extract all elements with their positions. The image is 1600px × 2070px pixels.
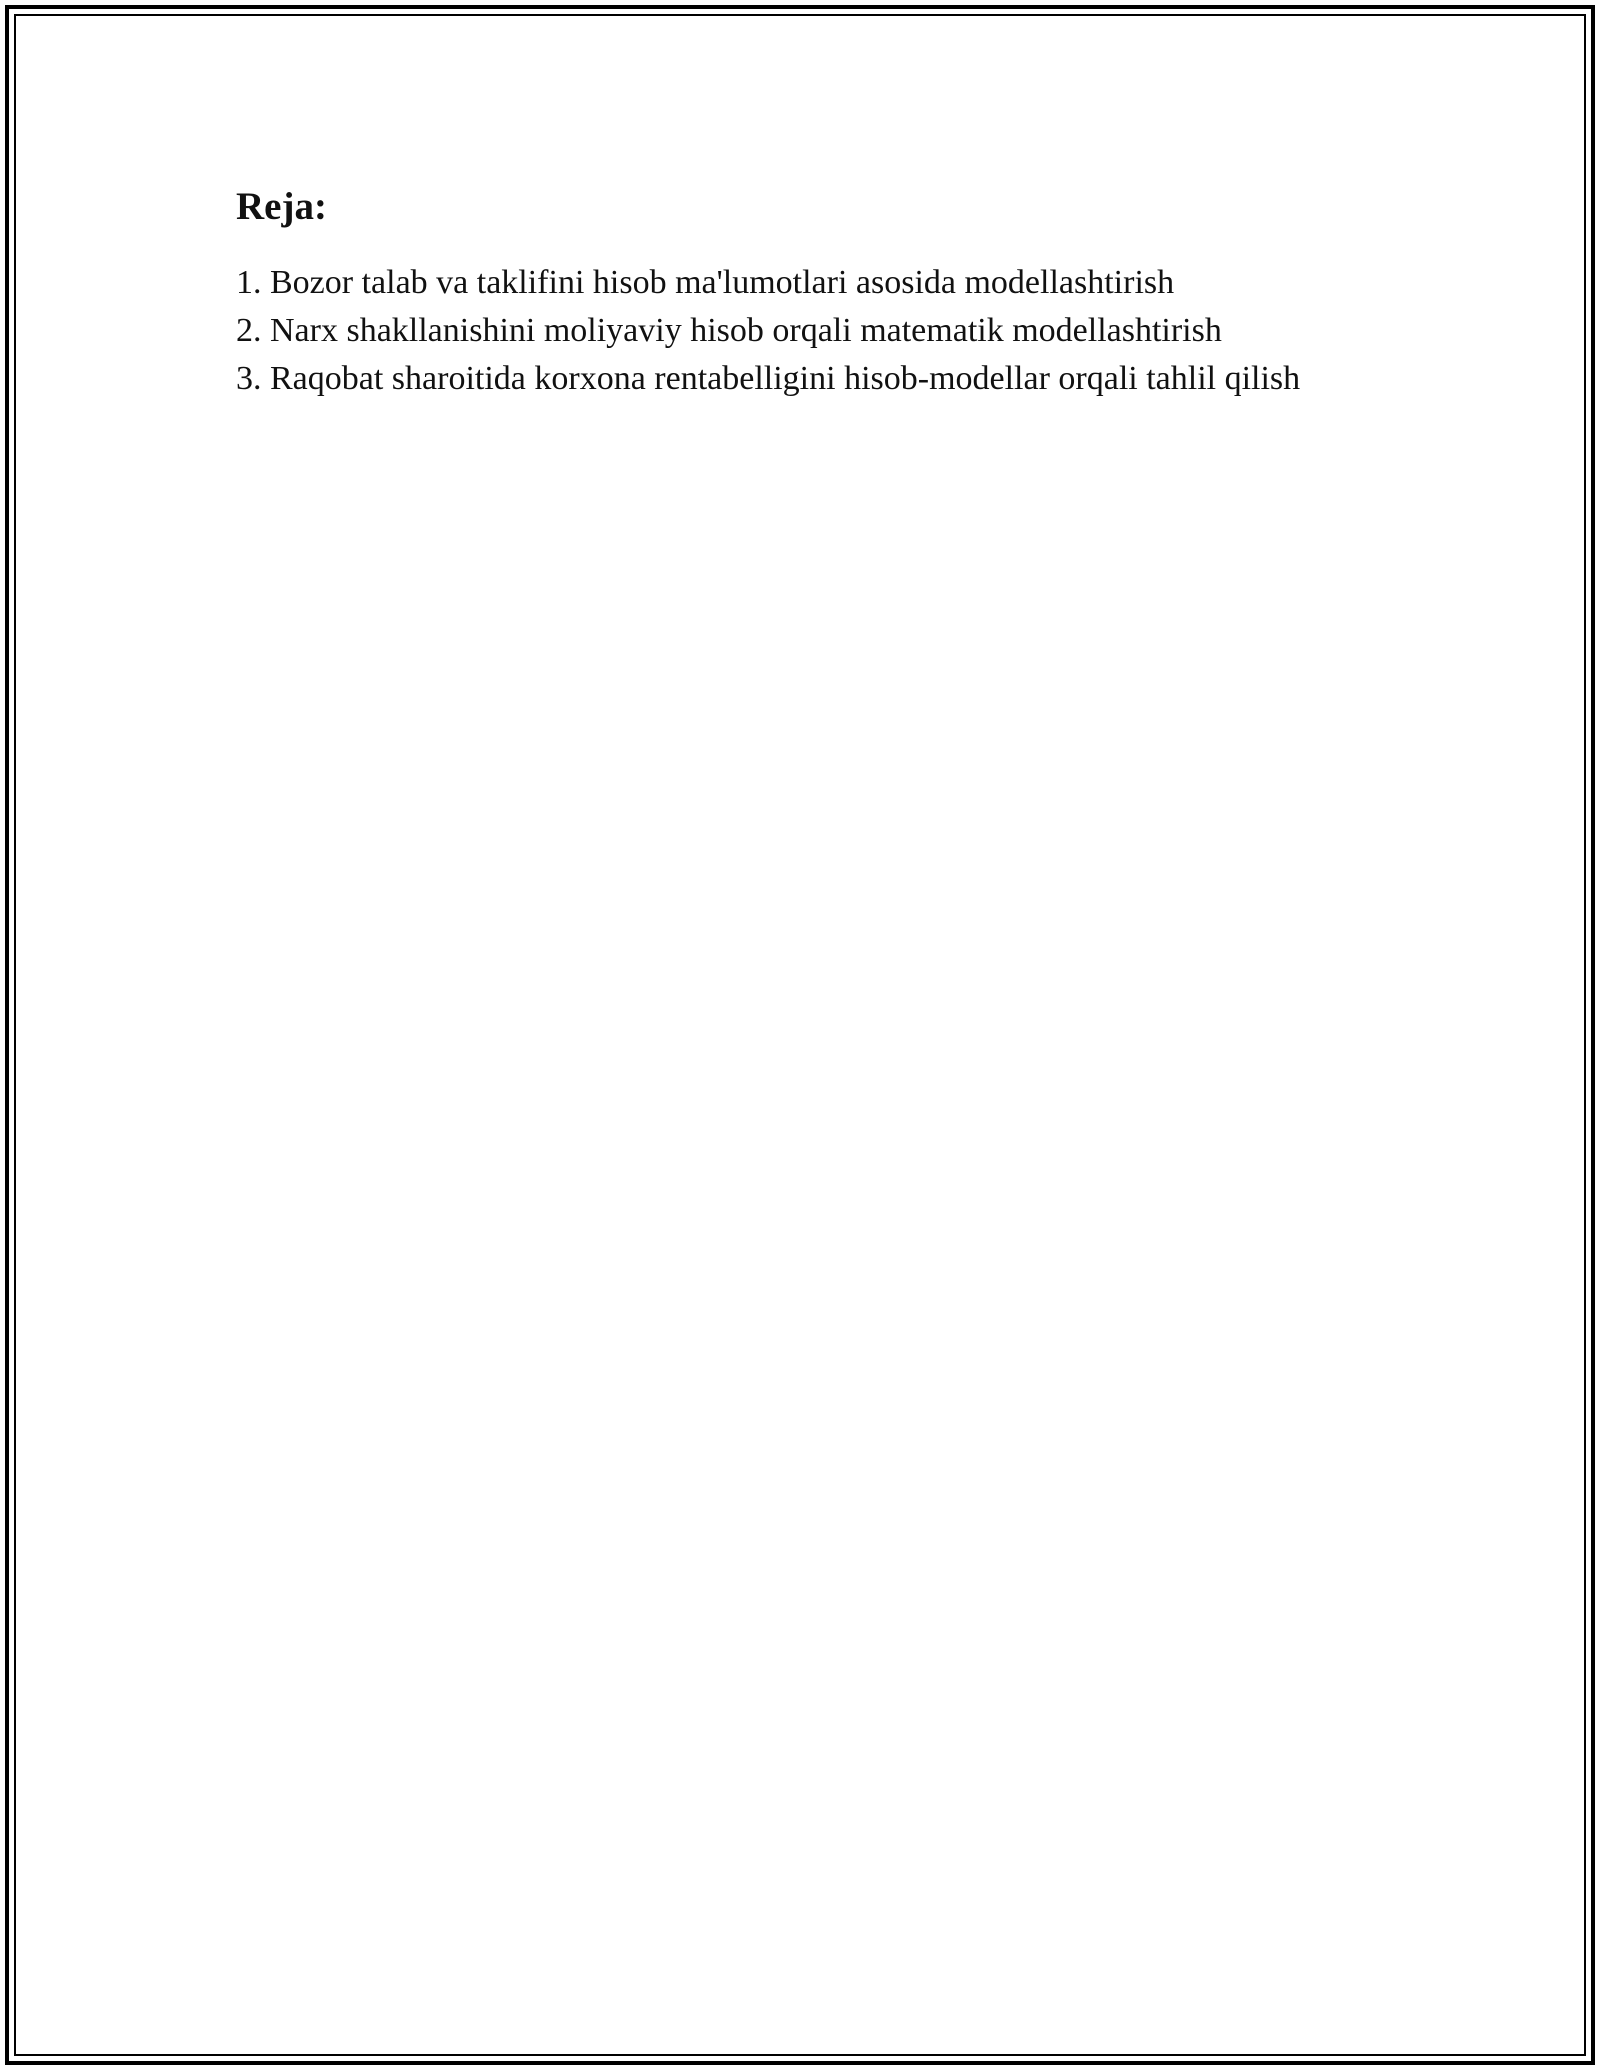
plan-heading: Reja: [236, 185, 327, 228]
plan-item-3: 3. Raqobat sharoitida korxona rentabelligini hisob-modellar orqali tahlil qilish [236, 359, 1301, 397]
plan-item-2: 2. Narx shakllanishini moliyaviy hisob orqali matematik modellashtirish [236, 311, 1222, 349]
plan-item-1: 1. Bozor talab va taklifini hisob ma'lumotlari asosida modellashtirish [236, 263, 1175, 301]
document-body [236, 184, 1336, 403]
plan-list [236, 259, 1316, 403]
